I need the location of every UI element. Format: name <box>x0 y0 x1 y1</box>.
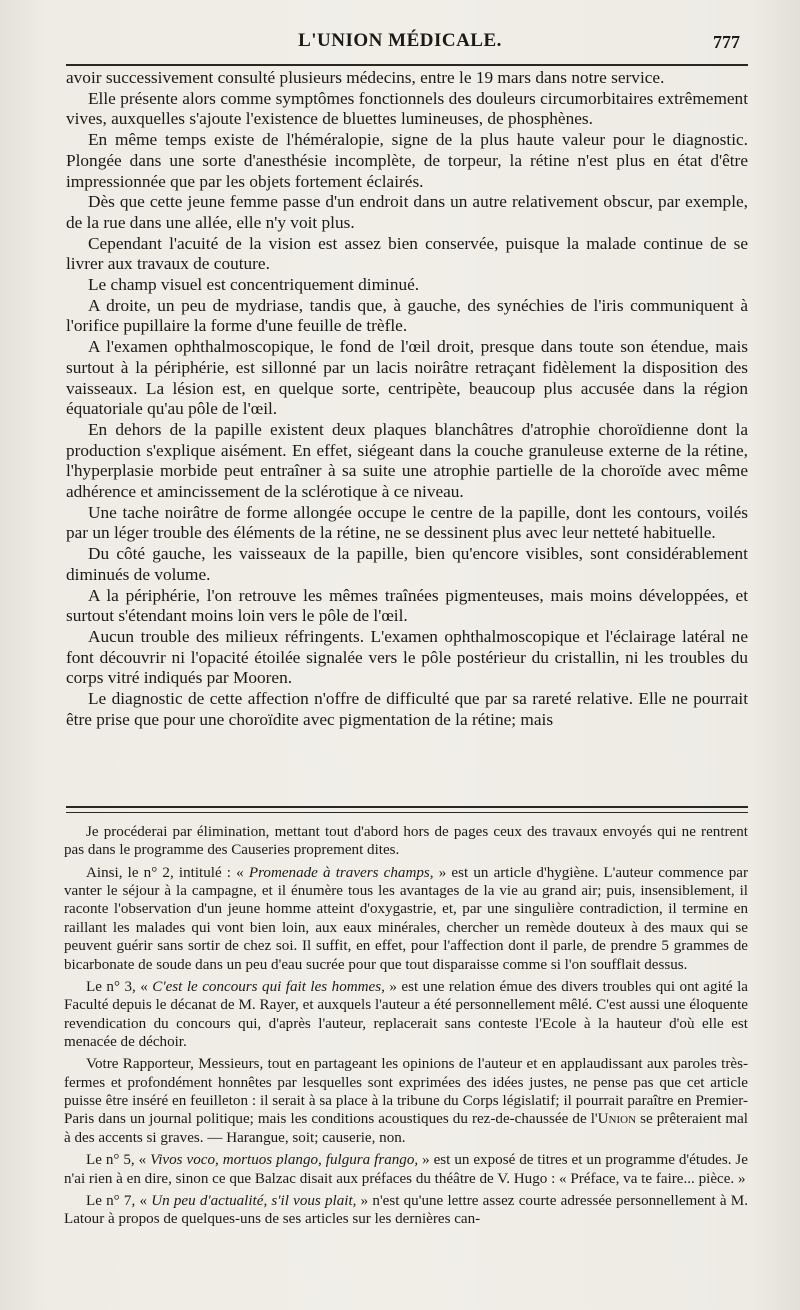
feuilleton-separator-rule <box>66 806 748 813</box>
article-title: Promenade à travers champs, <box>248 864 434 881</box>
article-title: Vivos voco, mortuos plango, fulgura frango, <box>150 1152 419 1169</box>
text-run: » est une relation émue des divers troubles qui ont agité la Faculté depuis le décanat de M. Rayer, et auxquels l'auteur a été personnellement mêlé. C'est aussi une éloquente revendication du concours qui, d'après l'auteur, replacerait sans conteste l'Ecole à la hauteur d'où elle est menacée de déchoir. <box>64 978 749 1051</box>
body-paragraph: Une tache noirâtre de forme allongée occupe le centre de la papille, dont les contours, voilés par un léger trouble des éléments de la rétine, ne se dessinent plus avec leur netteté habituelle. <box>66 502 748 543</box>
text-run: Le n° 7, « <box>86 1192 152 1209</box>
feuilleton-paragraph <box>64 1055 748 1147</box>
body-paragraph: avoir successivement consulté plusieurs médecins, entre le 19 mars dans notre service. <box>66 68 665 87</box>
feuilleton-paragraph <box>64 978 748 1052</box>
text-run: Votre Rapporteur, Messieurs, tout en partageant les opinions de l'auteur et en applaudissant aux paroles très-fermes et profondément honnêtes par lesquelles sont exprimées des idées justes, ne pense pas que cet article puisse être inséré en feuilleton : il serait à sa place à la tribune du Corps législatif; il pourrait paraître en Premier-Paris dans un journal politique; mais les conditions acoustiques du rez-de-chaussée de l' <box>64 1056 748 1128</box>
text-run: se prêteraient mal à des accents si graves. — Harangue, soit; causerie, non. <box>64 1111 748 1146</box>
feuilleton-paragraph <box>64 1192 748 1229</box>
body-paragraph: En même temps existe de l'héméralopie, signe de la plus haute valeur pour le diagnostic. Plongée dans une sorte d'anesthésie incomplète, de torpeur, la rétine n'est plus en état d'être impressionnée que par les objets fortement éclairés. <box>66 130 748 191</box>
body-paragraph: Elle présente alors comme symptômes fonctionnels des douleurs circumorbitaires extrêmement vives, auxquelles s'ajoute l'existence de bluettes lumineuses, de phosphènes. <box>66 88 748 129</box>
text-run: » est un article d'hygiène. L'auteur commence par vanter le séjour à la campagne, et il énumère tous les avantages de la vie au grand air; puis, insensiblement, il raconte l'observation d'un jeune homme atteint d'oxygastrie, et, par une singulière contradiction, il termine en raillant les malades qui vont bien loin, aux eaux minérales, chercher un remède douteux à des maux qui se peuvent guérir sans sortir de chez soi. Il suffit, en effet, pour l'affection dont il parle, de prendre 5 grammes de bicarbonate de soude dans un peu d'eau sucrée pour que tout disparaisse comme si l'on soufflait dessus. <box>64 864 748 973</box>
feuilleton-paragraph <box>64 1151 748 1188</box>
article-title: Un peu d'actualité, s'il vous plait, <box>151 1192 357 1209</box>
body-paragraph: Aucun trouble des milieux réfringents. L'examen ophthalmoscopique et l'éclairage latéral ne font découvrir ni l'opacité étoilée signalée vers le pôle postérieur du cristallin, ni les troubles du corps vitré indiqués par Mooren. <box>66 626 748 688</box>
body-paragraph: Du côté gauche, les vaisseaux de la papille, bien qu'encore visibles, sont considérablement diminués de volume. <box>66 544 748 584</box>
header-rule <box>66 64 748 66</box>
text-run: Le n° 3, « <box>86 978 153 995</box>
body-paragraph: A droite, un peu de mydriase, tandis que, à gauche, des synéchies de l'iris communiquent à l'orifice pupillaire la forme d'une feuille de trèfle. <box>66 295 748 336</box>
page-number: 777 <box>713 32 740 52</box>
article-title: C'est le concours qui fait les hommes, <box>152 978 385 995</box>
body-paragraph: Le diagnostic de cette affection n'offre de difficulté que par sa rareté relative. Elle ne pourrait être prise que pour une choroïdite avec pigmentation de la rétine; mais <box>66 689 748 729</box>
feuilleton-paragraph <box>64 864 748 974</box>
text-run: » est un exposé de titres et un programme d'études. Je n'ai rien à en dire, sinon ce que Balzac disait aux préfaces du théâtre de V. Hugo : « Préface, va te faire... pièce. » <box>64 1152 748 1187</box>
feuilleton-paragraph: Je procéderai par élimination, mettant tout d'abord hors de pages ceux des travaux envoyés qui ne rentrent pas dans le programme des Causeries proprement dites. <box>64 824 748 859</box>
page-header <box>60 26 740 56</box>
text-run: Le n° 5, « <box>86 1152 151 1169</box>
body-paragraph: Le champ visuel est concentriquement diminué. <box>88 275 420 295</box>
body-paragraph: Dès que cette jeune femme passe d'un endroit dans un autre relativement obscur, par exemple, de la rue dans une allée, elle n'y voit plus. <box>66 192 748 232</box>
feuilleton-column <box>64 823 748 1229</box>
body-paragraph: A l'examen ophthalmoscopique, le fond de l'œil droit, presque dans toute son étendue, mais surtout à la périphérie, est sillonné par un lacis noirâtre retraçant fidèlement la disposition des vaisseaux. La lésion est, en quelque sorte, centripète, beaucoup plus accusée dans la région équatoriale qu'au pôle de l'œil. <box>66 337 748 419</box>
body-paragraph: A la périphérie, l'on retrouve les mêmes traînées pigmenteuses, mais moins développées, et surtout s'étendant moins loin vers le pôle de l'œil. <box>66 585 748 626</box>
running-title: L'UNION MÉDICALE. <box>298 30 502 51</box>
journal-name: Union <box>597 1111 637 1128</box>
text-run: » n'est qu'une lettre assez courte adressée personnellement à M. Latour à propos de quelques-uns de ses articles sur les dernières can- <box>64 1192 749 1228</box>
text-run: Ainsi, le n° 2, intitulé : « <box>86 864 249 881</box>
body-paragraph: En dehors de la papille existent deux plaques blanchâtres d'atrophie choroïdienne dont la production s'explique aisément. En effet, siégeant dans la couche granuleuse externe de la rétine, l'hyperplasie morbide peut entraîner à sa suite une atrophie partielle de la choroïde avec même adhérence et amincissement de la sclérotique à ce niveau. <box>66 419 748 502</box>
main-text-column <box>66 68 748 731</box>
body-paragraph: Cependant l'acuité de la vision est assez bien conservée, puisque la malade continue de se livrer aux travaux de couture. <box>66 233 748 274</box>
